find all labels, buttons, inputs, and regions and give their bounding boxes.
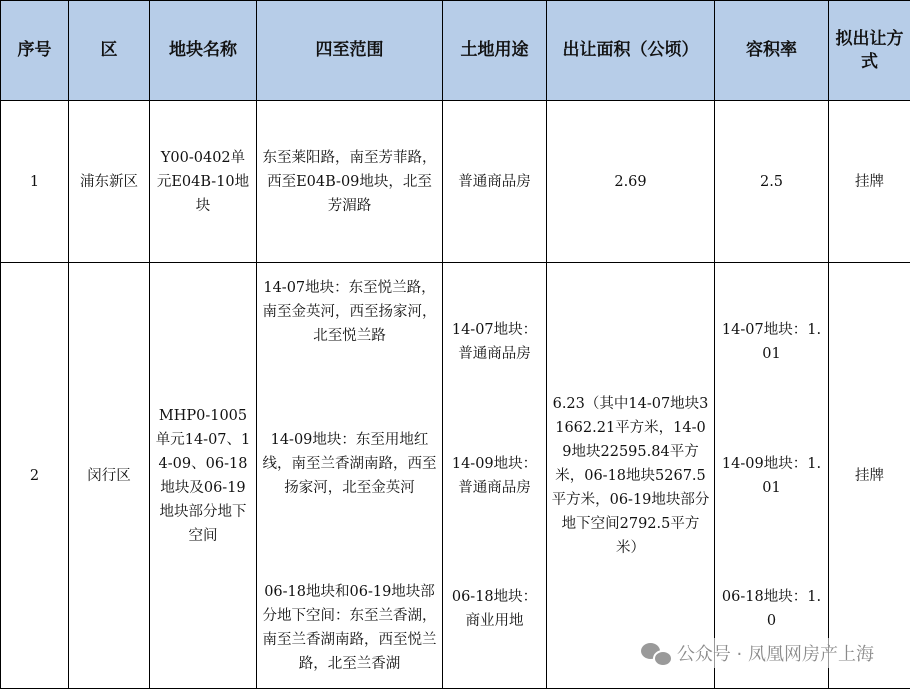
table-row [1, 263, 910, 689]
cell-land-use [443, 263, 547, 689]
cell-far: 2.5 [715, 101, 829, 263]
header-area: 出让面积（公顷） [547, 1, 715, 101]
header-land-use: 土地用途 [443, 1, 547, 101]
cell-area: 6.23（其中14-07地块31662.21平方米，14-09地块22595.84平方米，06-18地块5267.5平方米，06-19地块部分地下空间2792.5平方米） [547, 263, 715, 689]
cell-method: 挂牌 [829, 101, 910, 263]
use-06-18: 06-18地块：商业用地 [451, 588, 538, 629]
cell-index: 2 [1, 263, 69, 689]
wechat-icon [641, 641, 671, 665]
bounds-06-18: 06-18地块和06-19地块部分地下空间：东至兰香湖，南至兰香湖南路，西至悦兰路，北至兰香湖 [262, 583, 437, 672]
header-method: 拟出让方式 [829, 1, 910, 101]
bounds-14-07: 14-07地块：东至悦兰路，南至金英河，西至扬家河，北至悦兰路 [262, 279, 437, 344]
cell-method: 挂牌 [829, 263, 910, 689]
cell-parcel: Y00-0402单元E04B-10地块 [150, 101, 257, 263]
header-bounds: 四至范围 [257, 1, 443, 101]
cell-bounds: 东至莱阳路，南至芳菲路，西至E04B-09地块，北至芳湄路 [257, 101, 443, 263]
header-index: 序号 [1, 1, 69, 101]
use-14-09: 14-09地块：普通商品房 [451, 455, 538, 496]
cell-district: 闵行区 [69, 263, 150, 689]
cell-parcel: MHP0-1005单元14-07、14-09、06-18地块及06-19地块部分地下空间 [150, 263, 257, 689]
header-parcel-name: 地块名称 [150, 1, 257, 101]
far-14-07: 14-07地块：1.01 [721, 322, 822, 363]
header-far: 容积率 [715, 1, 829, 101]
cell-district: 浦东新区 [69, 101, 150, 263]
watermark-text: 公众号 · 凤凰网房产上海 [676, 644, 874, 665]
cell-bounds [257, 263, 443, 689]
table-row [1, 101, 910, 263]
use-14-07: 14-07地块：普通商品房 [451, 322, 538, 363]
watermark [637, 638, 878, 668]
far-14-09: 14-09地块：1.01 [721, 455, 822, 496]
cell-index: 1 [1, 101, 69, 263]
cell-far [715, 263, 829, 689]
bounds-14-09: 14-09地块：东至用地红线，南至兰香湖南路，西至扬家河，北至金英河 [262, 431, 437, 496]
cell-land-use: 普通商品房 [443, 101, 547, 263]
cell-area: 2.69 [547, 101, 715, 263]
far-06-18: 06-18地块：1.0 [721, 588, 822, 629]
header-row [1, 1, 910, 101]
header-district: 区 [69, 1, 150, 101]
